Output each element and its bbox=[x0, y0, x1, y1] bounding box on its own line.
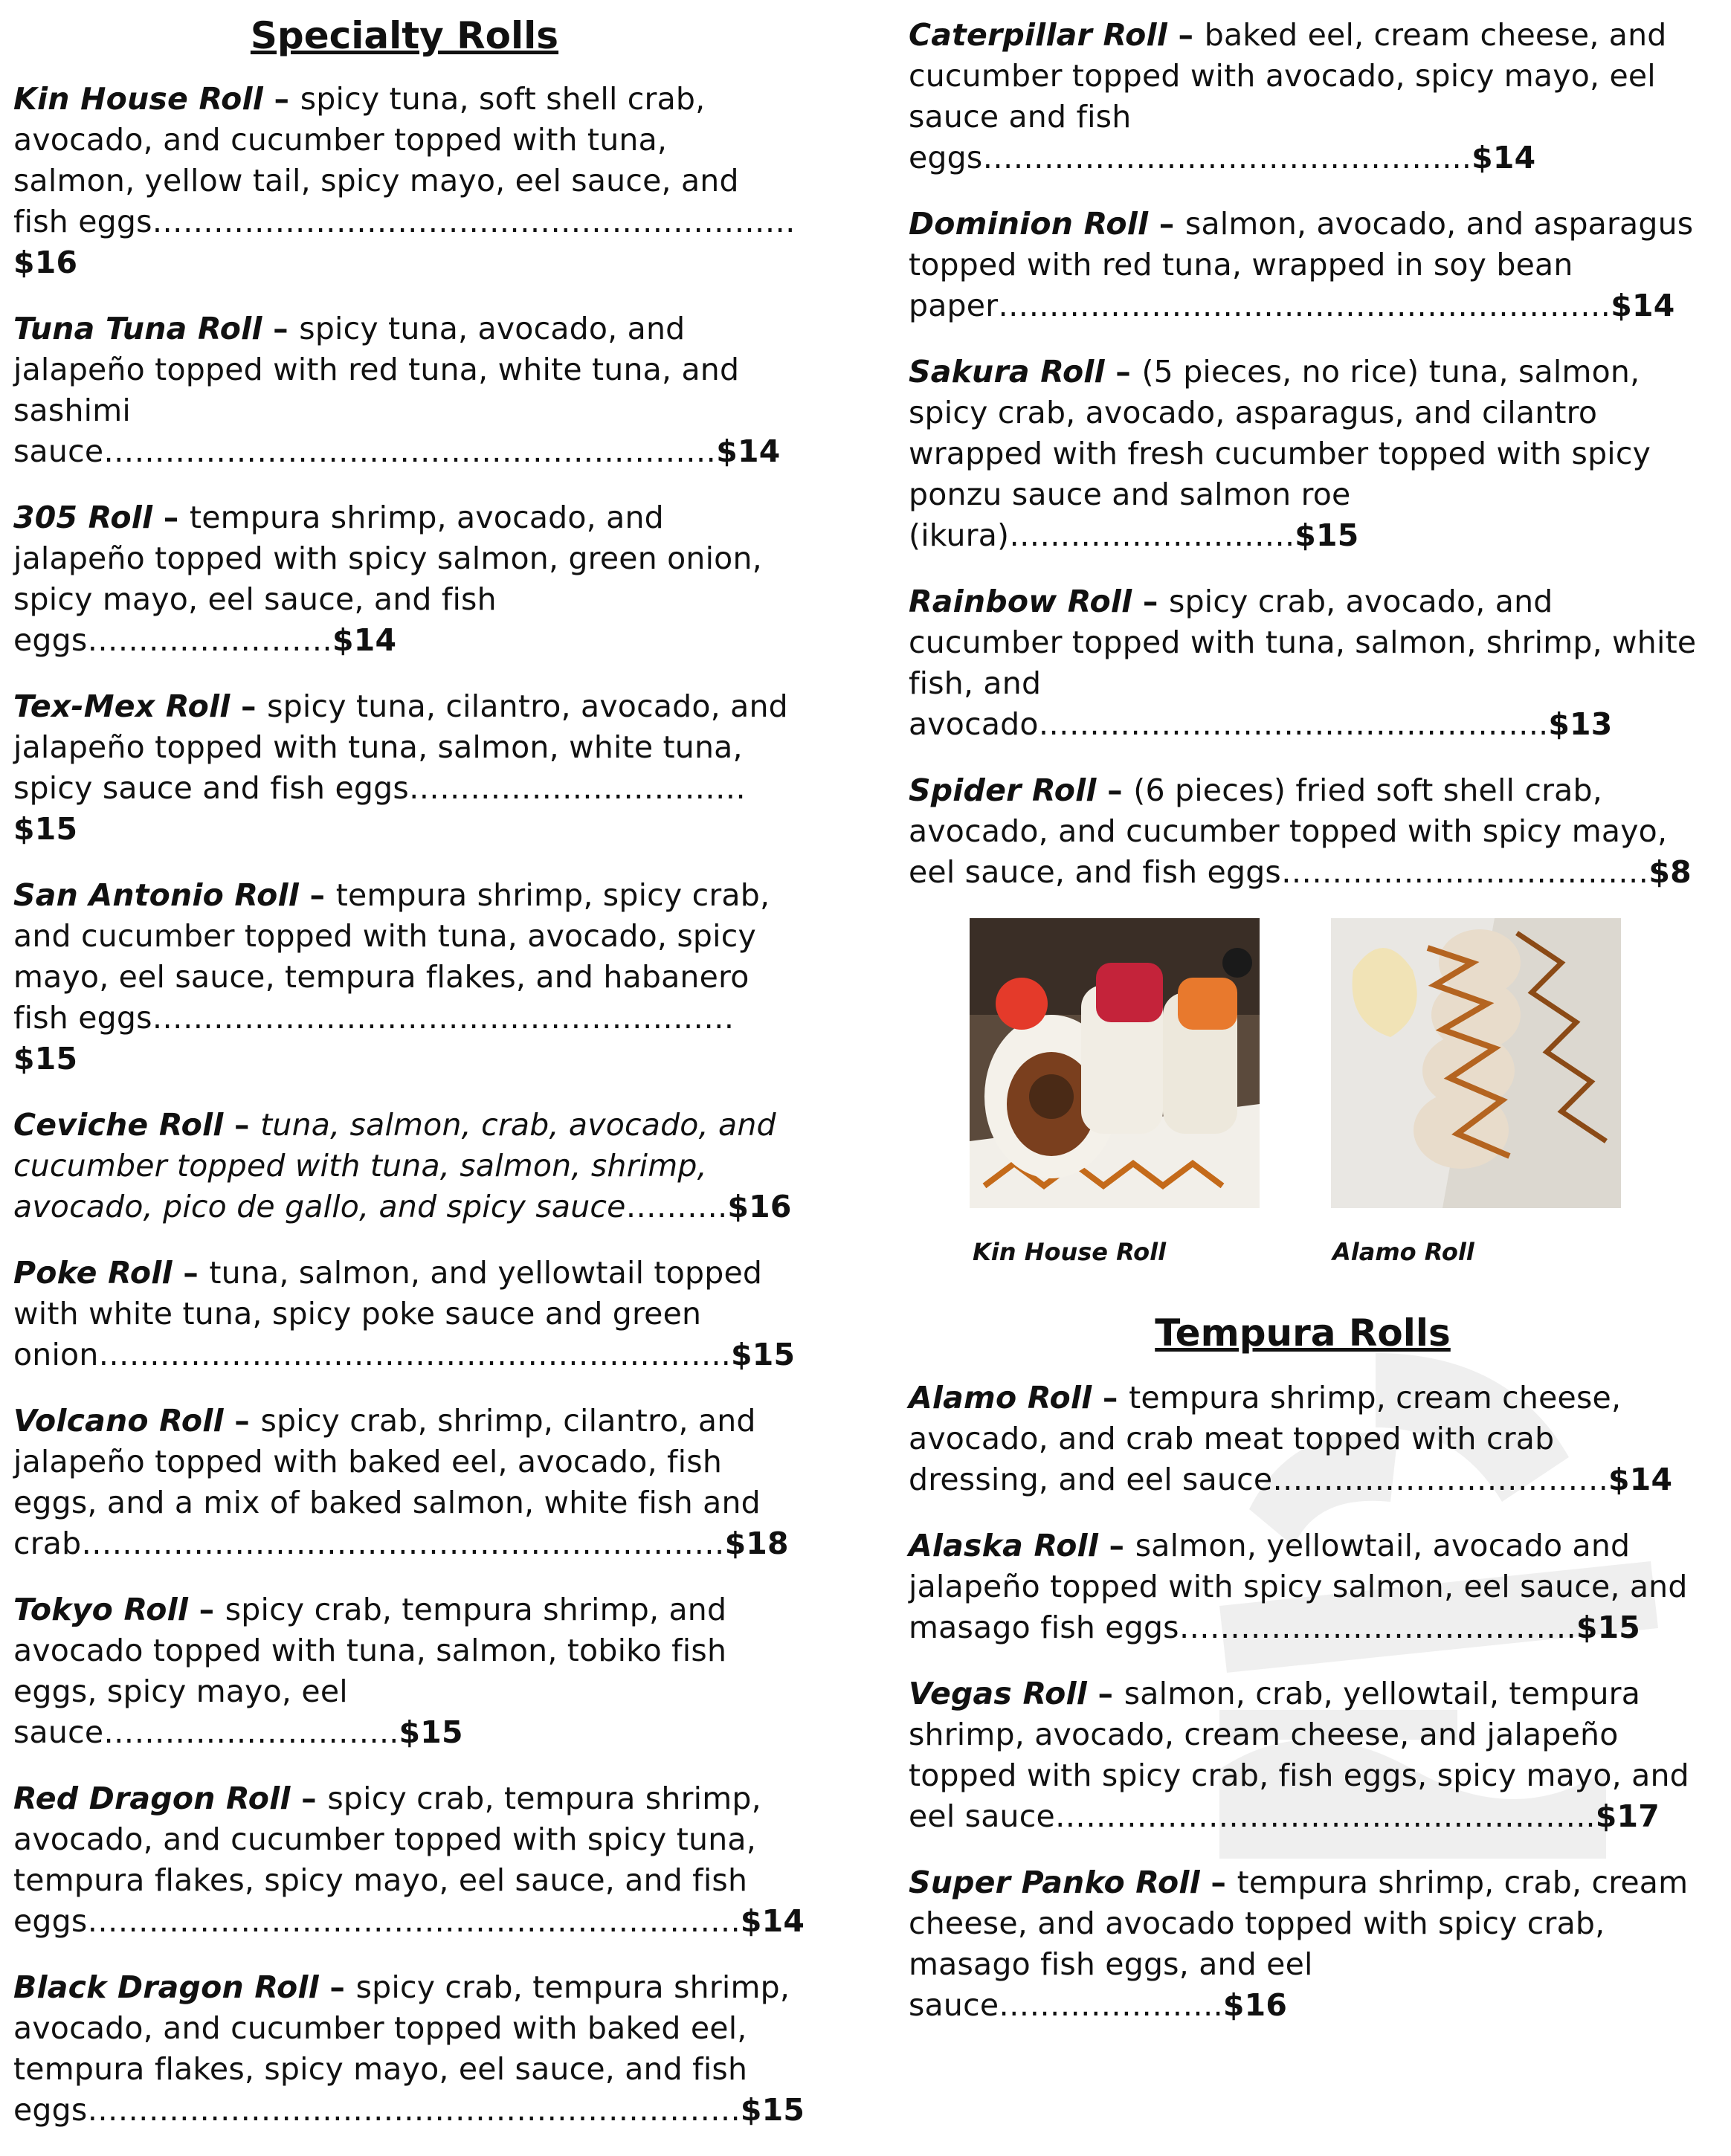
menu-item-separator: – bbox=[172, 1255, 210, 1291]
menu-item-price: $14 bbox=[332, 622, 397, 658]
menu-item-leader-dots: ………………………………………….. bbox=[1038, 706, 1549, 742]
tempura-rolls-list bbox=[909, 1378, 1697, 2026]
menu-item-description: tempura shrimp, cream cheese, avocado, and crab meat topped with crab dressing, and eel sauce bbox=[909, 1380, 1622, 1497]
menu-item-leader-dots: …………………. bbox=[999, 1987, 1223, 2023]
menu-item-name: Sakura Roll bbox=[909, 354, 1105, 390]
menu-item bbox=[909, 1674, 1697, 1837]
menu-item-price: $14 bbox=[1471, 140, 1536, 175]
menu-item-separator: – bbox=[263, 81, 300, 117]
menu-item-price: $14 bbox=[1608, 1462, 1673, 1497]
menu-item bbox=[909, 1862, 1697, 2026]
menu-item-price: $15 bbox=[740, 2092, 805, 2128]
menu-item bbox=[909, 770, 1697, 893]
menu-item-leader-dots: …………………………………………………… bbox=[103, 433, 717, 469]
photo-row bbox=[909, 918, 1697, 1268]
menu-item-separator: – bbox=[299, 877, 336, 913]
menu-item-leader-dots: …………………………………………………… bbox=[998, 288, 1611, 323]
menu-item-description: tempura shrimp, avocado, and jalapeño topped with spicy salmon, green onion, spicy mayo, eel sauce, and fish eggs bbox=[13, 500, 762, 658]
menu-item-price: $15 bbox=[13, 1041, 78, 1077]
menu-item-description: spicy tuna, soft shell crab, avocado, and cucumber topped with tuna, salmon, yellow tail, spicy mayo, eel sauce, and fish eggs bbox=[13, 81, 739, 239]
right-column bbox=[909, 0, 1697, 2051]
menu-item-description: tuna, salmon, crab, avocado, and cucumber topped with tuna, salmon, shrimp, avocado, pico de gallo, and spicy sauce bbox=[13, 1107, 776, 1224]
menu-item-leader-dots: ………………………. bbox=[1009, 517, 1295, 553]
menu-item-separator: – bbox=[262, 311, 300, 346]
menu-item-description: spicy crab, shrimp, cilantro, and jalapeño topped with baked eel, avocado, fish eggs, and a mix of baked salmon, white fish and crab bbox=[13, 1403, 761, 1561]
menu-item-description: salmon, crab, yellowtail, tempura shrimp, avocado, cream cheese, and jalapeño topped with spicy crab, fish eggs, spicy mayo, and eel sauce bbox=[909, 1676, 1689, 1834]
menu-item-description: spicy crab, tempura shrimp, and avocado topped with tuna, salmon, tobiko fish eggs, spicy mayo, eel sauce bbox=[13, 1592, 727, 1750]
menu-item-leader-dots: ………………………………………………………. bbox=[87, 2092, 741, 2128]
menu-item-name: Tuna Tuna Roll bbox=[13, 311, 262, 346]
menu-item-separator: – bbox=[1092, 1380, 1129, 1416]
menu-item-price: $15 bbox=[399, 1714, 463, 1750]
menu-item-description: tempura shrimp, spicy crab, and cucumber topped with tuna, avocado, spicy mayo, eel sauce, tempura flakes, and habanero fish eggs bbox=[13, 877, 770, 1036]
tempura-rolls-title: Tempura Rolls bbox=[1155, 1311, 1451, 1355]
menu-item-name: Alaska Roll bbox=[909, 1528, 1099, 1563]
menu-item-description: (6 pieces) fried soft shell crab, avocado, and cucumber topped with spicy mayo, eel sauce, and fish eggs bbox=[909, 772, 1668, 890]
menu-item-name: Tokyo Roll bbox=[13, 1592, 189, 1627]
menu-item-description: baked eel, cream cheese, and cucumber topped with avocado, spicy mayo, eel sauce and fish eggs bbox=[909, 17, 1667, 175]
menu-item-leader-dots: ………………………..…. bbox=[1272, 1462, 1608, 1497]
menu-item bbox=[909, 15, 1697, 178]
menu-item-separator: – bbox=[223, 1107, 261, 1143]
menu-item-leader-dots: ………………………………………………… bbox=[152, 1000, 735, 1036]
specialty-rolls-list-continued bbox=[909, 0, 1697, 893]
alamo-roll-photo bbox=[1331, 918, 1621, 1208]
menu-item-separator: – bbox=[318, 1969, 356, 2005]
menu-item bbox=[13, 1401, 796, 1564]
menu-item-name: San Antonio Roll bbox=[13, 877, 300, 913]
menu-item-name: Volcano Roll bbox=[13, 1403, 224, 1439]
menu-item-separator: – bbox=[290, 1781, 328, 1816]
menu-item-name: Dominion Roll bbox=[909, 206, 1149, 242]
menu-item-leader-dots: ……………………….. bbox=[103, 1714, 399, 1750]
menu-item-separator: – bbox=[152, 500, 190, 535]
menu-item bbox=[13, 875, 796, 1079]
menu-item bbox=[909, 204, 1697, 326]
menu-item-price: $18 bbox=[724, 1526, 789, 1561]
menu-item-price: $15 bbox=[13, 811, 78, 847]
menu-item-name: Alamo Roll bbox=[909, 1380, 1092, 1416]
menu-item-leader-dots: ……………………………………………………… bbox=[81, 1526, 725, 1561]
menu-item bbox=[909, 352, 1697, 556]
menu-item-price: $14 bbox=[740, 1903, 805, 1939]
menu-item-name: Tex-Mex Roll bbox=[13, 688, 231, 724]
menu-item bbox=[13, 79, 796, 283]
menu-item-name: Red Dragon Roll bbox=[13, 1781, 291, 1816]
menu-item-price: $15 bbox=[1295, 517, 1359, 553]
menu-item-separator: – bbox=[1148, 206, 1185, 242]
menu-item-price: $14 bbox=[1611, 288, 1675, 323]
menu-item-name: Poke Roll bbox=[13, 1255, 173, 1291]
menu-item-leader-dots: ………………………………………... bbox=[982, 140, 1472, 175]
menu-item-leader-dots: …………………………………………….. bbox=[1054, 1798, 1596, 1834]
menu-item-price: $15 bbox=[731, 1337, 796, 1372]
menu-item-leader-dots: ………. bbox=[625, 1189, 728, 1224]
menu-item-separator: – bbox=[223, 1403, 261, 1439]
menu-item-price: $16 bbox=[727, 1189, 792, 1224]
menu-item-price: $13 bbox=[1548, 706, 1613, 742]
menu-item-leader-dots: ……………………………………………………… bbox=[152, 204, 796, 239]
menu-item bbox=[13, 1967, 805, 2131]
menu-item bbox=[13, 309, 796, 472]
menu-item-leader-dots: ………………………………………………………. bbox=[87, 1903, 741, 1939]
menu-item-name: Vegas Roll bbox=[909, 1676, 1088, 1711]
menu-item bbox=[13, 1105, 796, 1227]
photo-caption: Kin House Roll bbox=[973, 1238, 1167, 1266]
menu-item bbox=[13, 1253, 796, 1375]
menu-item-name: Rainbow Roll bbox=[909, 584, 1132, 619]
photo-caption: Alamo Roll bbox=[1332, 1238, 1474, 1266]
menu-item-description: tempura shrimp, crab, cream cheese, and avocado topped with spicy crab, masago fish eggs, and eel sauce bbox=[909, 1865, 1689, 2023]
menu-item bbox=[13, 686, 796, 850]
menu-item bbox=[909, 1378, 1697, 1500]
menu-item-separator: – bbox=[1098, 1528, 1135, 1563]
menu-item-leader-dots: ……………………………… bbox=[1280, 854, 1649, 890]
kin-house-roll-photo bbox=[970, 918, 1260, 1208]
menu-item-description: spicy crab, tempura shrimp, avocado, and cucumber topped with baked eel, tempura flakes, spicy mayo, eel sauce, and fish eggs bbox=[13, 1969, 790, 2128]
menu-item-description: spicy crab, tempura shrimp, avocado, and cucumber topped with spicy tuna, tempura flakes, spicy mayo, eel sauce, and fish eggs bbox=[13, 1781, 761, 1939]
menu-item-description: tuna, salmon, and yellowtail topped with white tuna, spicy poke sauce and green onion bbox=[13, 1255, 763, 1372]
menu-item-separator: – bbox=[1096, 772, 1134, 808]
menu-item-description: spicy tuna, cilantro, avocado, and jalapeño topped with tuna, salmon, white tuna, spicy sauce and fish eggs bbox=[13, 688, 788, 806]
menu-item bbox=[909, 1526, 1697, 1648]
menu-item bbox=[13, 497, 796, 661]
menu-item-price: $15 bbox=[1576, 1610, 1641, 1645]
menu-item-separator: – bbox=[1104, 354, 1142, 390]
menu-item-price: $16 bbox=[1222, 1987, 1288, 2023]
menu-item-leader-dots: …………………………… bbox=[408, 770, 747, 806]
left-column bbox=[13, 0, 805, 2156]
menu-item-price: $14 bbox=[716, 433, 781, 469]
menu-item-description: (5 pieces, no rice) tuna, salmon, spicy crab, avocado, asparagus, and cilantro wrapped with fresh cucumber topped with spicy ponzu sauce and salmon roe (ikura) bbox=[909, 354, 1651, 553]
menu-item-description: salmon, yellowtail, avocado and jalapeño topped with spicy salmon, eel sauce, and masago fish eggs bbox=[909, 1528, 1688, 1645]
menu-item-leader-dots: ………………………..………. bbox=[1179, 1610, 1576, 1645]
menu-item-separator: – bbox=[1167, 17, 1205, 53]
menu-item-leader-dots: …………………………………………………….. bbox=[98, 1337, 731, 1372]
menu-item-price: $8 bbox=[1648, 854, 1692, 890]
specialty-rolls-list bbox=[13, 79, 805, 2131]
menu-item-separator: – bbox=[1087, 1676, 1124, 1711]
menu-item-name: Caterpillar Roll bbox=[909, 17, 1168, 53]
menu-item bbox=[909, 581, 1697, 745]
menu-item-separator: – bbox=[188, 1592, 225, 1627]
menu-item-description: salmon, avocado, and asparagus topped with red tuna, wrapped in soy bean paper bbox=[909, 206, 1694, 323]
menu-item-name: Super Panko Roll bbox=[909, 1865, 1200, 1900]
menu-item-description: spicy crab, avocado, and cucumber topped with tuna, salmon, shrimp, white fish, and avocado bbox=[909, 584, 1697, 742]
menu-item bbox=[13, 1778, 805, 1942]
menu-item-separator: – bbox=[1132, 584, 1170, 619]
specialty-rolls-title: Specialty Rolls bbox=[250, 14, 559, 57]
menu-item-name: 305 Roll bbox=[13, 500, 153, 535]
menu-item-separator: – bbox=[230, 688, 268, 724]
menu-item-leader-dots: …………………… bbox=[87, 622, 333, 658]
menu-item-description: spicy tuna, avocado, and jalapeño topped with red tuna, white tuna, and sashimi sauce bbox=[13, 311, 740, 469]
menu-item-name: Kin House Roll bbox=[13, 81, 264, 117]
menu-item-separator: – bbox=[1199, 1865, 1237, 1900]
menu-item-name: Spider Roll bbox=[909, 772, 1097, 808]
menu-item-price: $17 bbox=[1595, 1798, 1660, 1834]
menu-item-name: Black Dragon Roll bbox=[13, 1969, 319, 2005]
menu-item-name: Ceviche Roll bbox=[13, 1107, 224, 1143]
menu-item-price: $16 bbox=[13, 245, 78, 280]
menu-item bbox=[13, 1589, 796, 1753]
